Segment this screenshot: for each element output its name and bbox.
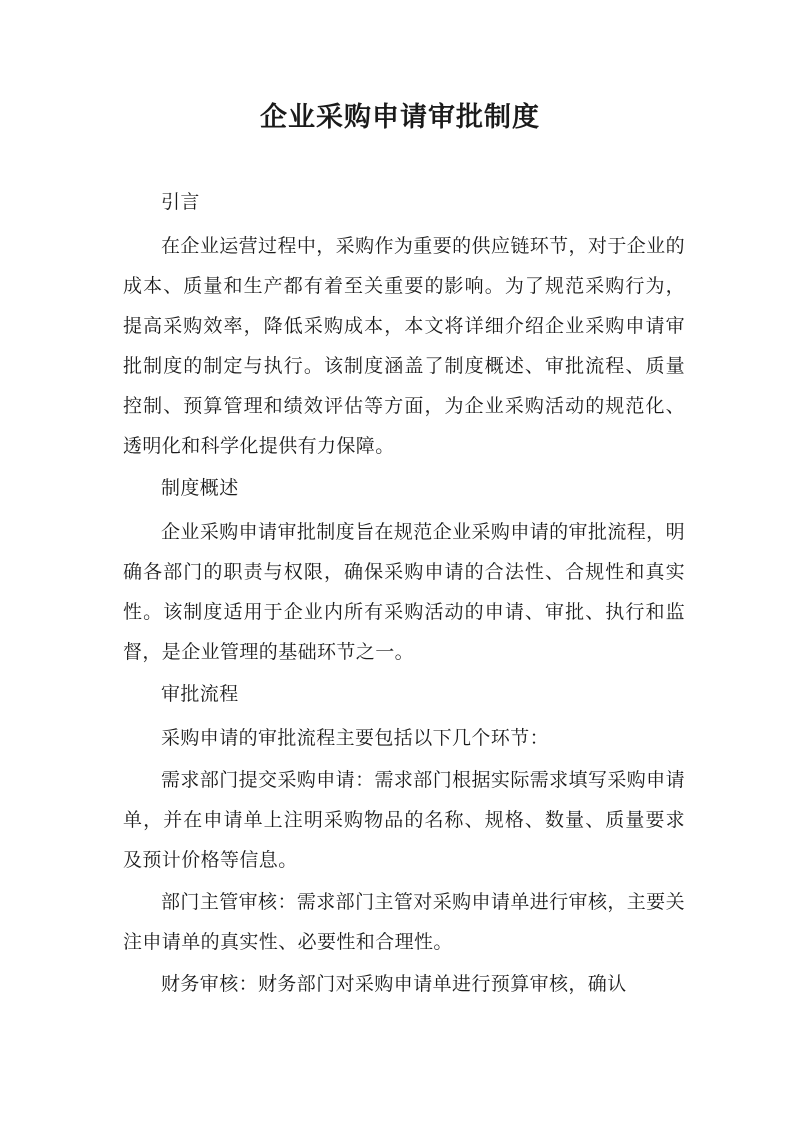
document-title: 企业采购申请审批制度 xyxy=(260,102,540,133)
paragraph: 需求部门提交采购申请：需求部门根据实际需求填写采购申请单，并在申请单上注明采购物品的名称、规格、数量、质量要求及预计价格等信息。 xyxy=(123,769,685,871)
section-heading-intro: 引言 xyxy=(161,191,200,213)
section-heading-overview: 制度概述 xyxy=(161,477,239,499)
paragraph: 采购申请的审批流程主要包括以下几个环节： xyxy=(161,727,550,749)
document-body xyxy=(123,180,685,1006)
section-heading-approval-process: 审批流程 xyxy=(161,683,239,705)
paragraph: 企业采购申请审批制度旨在规范企业采购申请的审批流程，明确各部门的职责与权限，确保采购申请的合法性、合规性和真实性。该制度适用于企业内所有采购活动的申请、审批、执行和监督，是企业管理的基础环节之一。 xyxy=(123,521,685,663)
paragraph: 部门主管审核：需求部门主管对采购申请单进行审核，主要关注申请单的真实性、必要性和合理性。 xyxy=(123,891,685,953)
paragraph: 在企业运营过程中，采购作为重要的供应链环节，对于企业的成本、质量和生产都有着至关重要的影响。为了规范采购行为，提高采购效率，降低采购成本，本文将详细介绍企业采购申请审批制度的制定与执行。该制度涵盖了制度概述、审批流程、质量控制、预算管理和绩效评估等方面，为企业采购活动的规范化、透明化和科学化提供有力保障。 xyxy=(123,235,685,457)
paragraph: 财务审核：财务部门对采购申请单进行预算审核，确认 xyxy=(161,973,627,995)
